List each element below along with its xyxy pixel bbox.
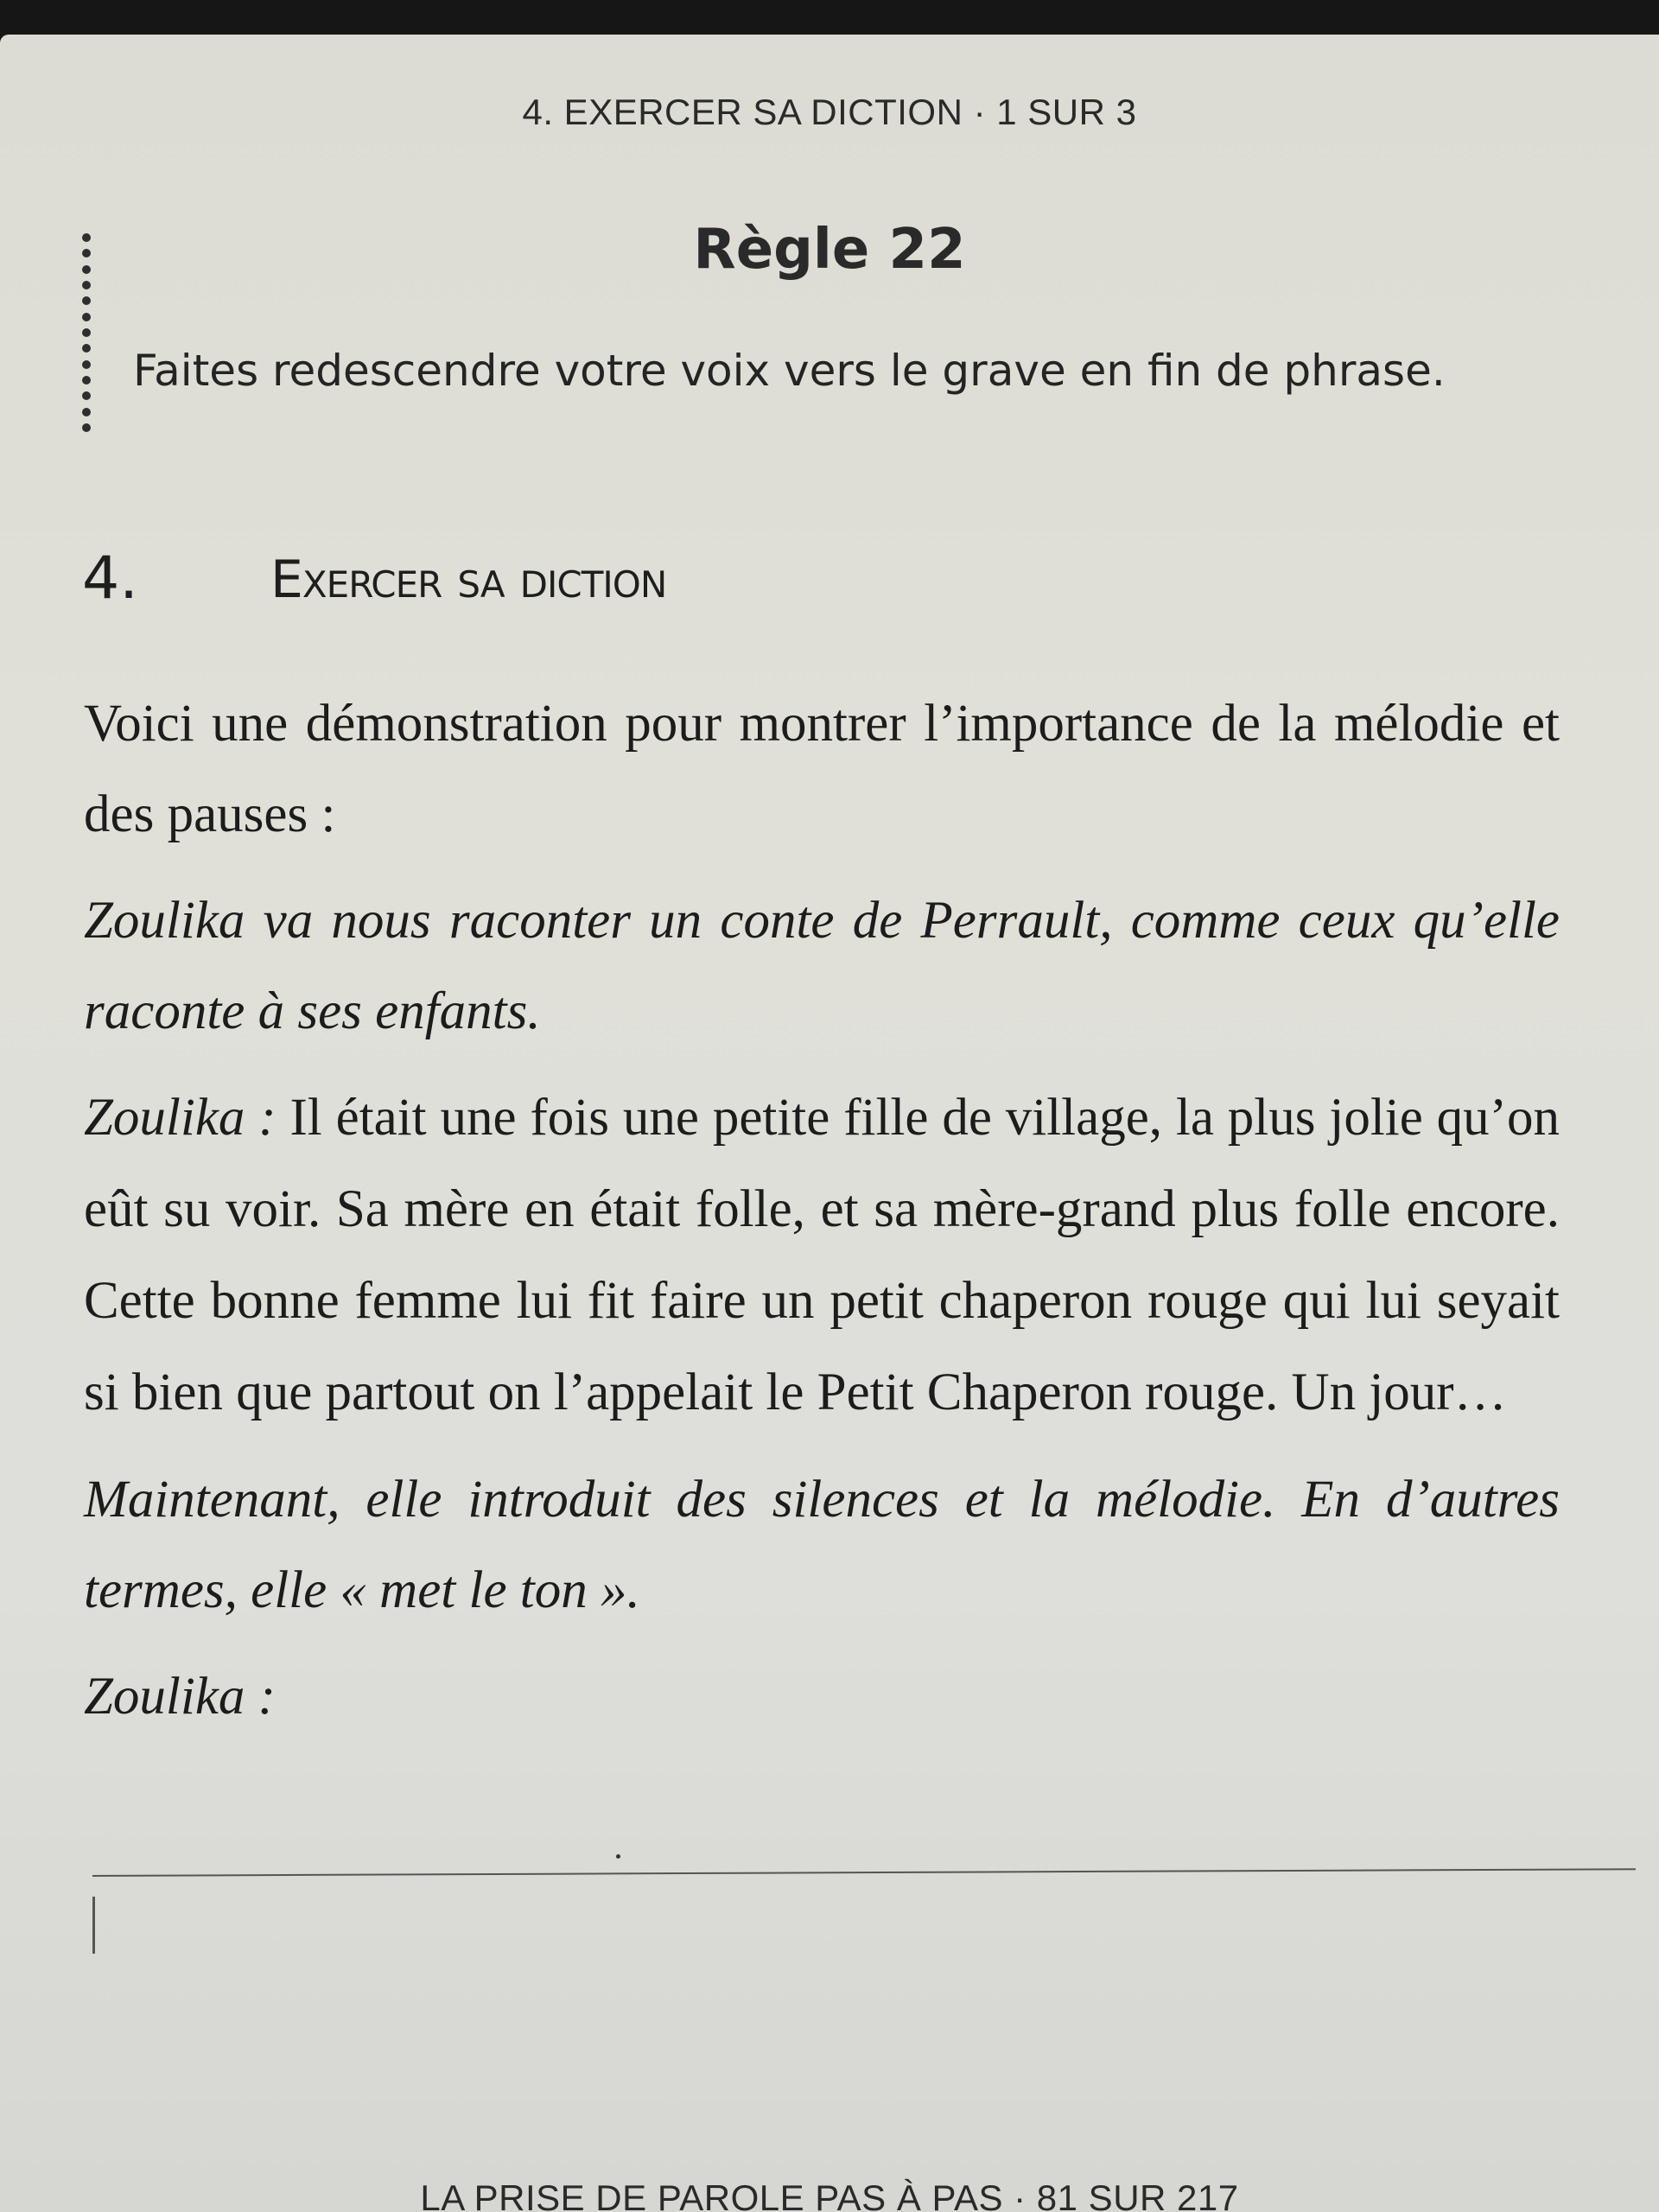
- book-progress-footer: LA PRISE DE PAROLE PAS À PAS · 81 SUR 217: [420, 2177, 1239, 2212]
- ereader-page[interactable]: [0, 35, 1659, 2212]
- speaker-label: Zoulika :: [84, 1089, 276, 1147]
- divider-line: [92, 1868, 1636, 1877]
- stray-mark: [616, 1854, 620, 1859]
- section-title: Exercer sa diction: [270, 550, 667, 610]
- speaker-label: Zoulika :: [84, 1668, 276, 1726]
- story-text: Il était une fois une petite fille de village, la plus jolie qu’on eût su voir. Sa mère en était folle, et sa mère-grand plus folle encore. Cette bonne femme lui fit faire un petit chaperon rouge qui lui seyait si bien que partout on l’appelait le Petit Chaperon rouge. Un jour…: [84, 1089, 1560, 1421]
- divider-corner: [92, 1897, 95, 1954]
- paragraph-narration: Maintenant, elle introduit des silences et la mélodie. En d’autres termes, elle « met le ton ».: [84, 1471, 1560, 1619]
- paragraph-intro: Voici une démonstration pour montrer l’importance de la mélodie et des pauses :: [84, 695, 1560, 843]
- chapter-progress-header: 4. EXERCER SA DICTION · 1 SUR 3: [522, 92, 1137, 132]
- page-body: [84, 678, 1560, 1758]
- rule-callout: [78, 190, 1599, 449]
- paragraph-narration: Zoulika va nous raconter un conte de Perrault, comme ceux qu’elle raconte à ses enfants.: [84, 892, 1560, 1040]
- section-number: 4.: [82, 544, 138, 613]
- paragraph-story: [84, 1072, 1560, 1439]
- rule-text: Faites redescendre votre voix vers le grave en fin de phrase.: [133, 346, 1446, 396]
- rule-title: Règle 22: [693, 218, 966, 282]
